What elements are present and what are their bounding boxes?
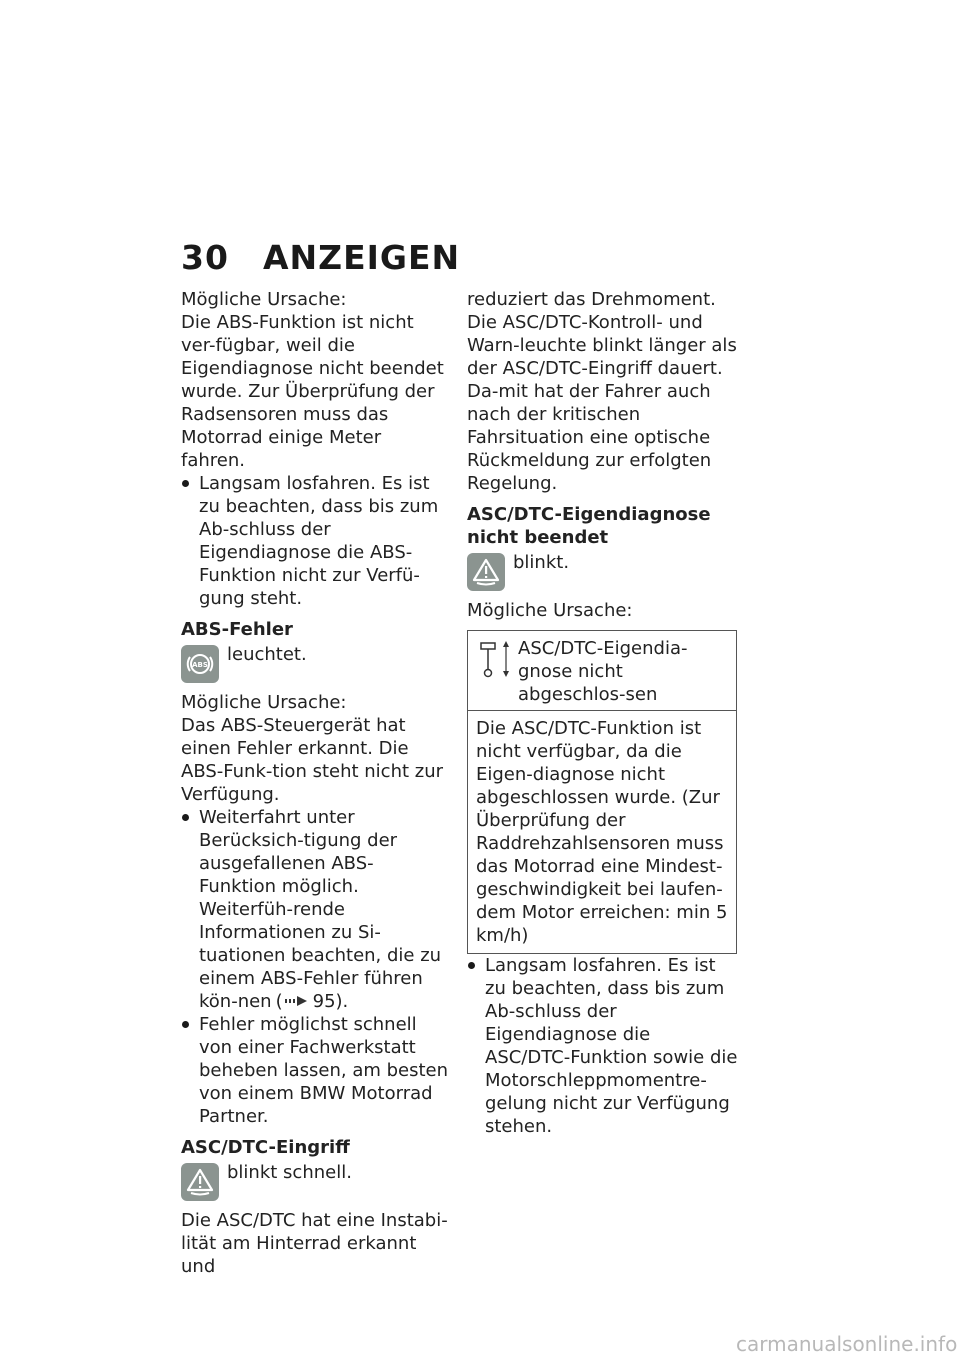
diag-status-text: blinkt. bbox=[513, 552, 570, 573]
bullet-icon bbox=[182, 480, 189, 487]
info-box bbox=[467, 630, 737, 954]
right-column bbox=[467, 288, 739, 1138]
page-reference-icon: ( bbox=[276, 990, 309, 1013]
bullet-icon bbox=[182, 814, 189, 821]
page-number: 30 bbox=[181, 238, 229, 277]
cause-text: Das ABS-Steuergerät hat einen Fehler erkannt. Die ABS-Funk-tion steht nicht zur Verfügung. bbox=[181, 715, 444, 805]
abs-icon-label: ABS bbox=[192, 661, 208, 669]
page-header bbox=[181, 238, 460, 277]
asc-warning-icon bbox=[181, 1163, 219, 1201]
asc-status-text: blinkt schnell. bbox=[227, 1162, 352, 1183]
list-item: Langsam losfahren. Es ist zu beachten, dass bis zum Ab-schluss der Eigendiagnose die ASC/DTC-Funktion sowie die Motorschleppmomentre-gelung nicht zur Verfügung stehen. bbox=[467, 954, 739, 1138]
list-item: Langsam losfahren. Es ist zu beachten, dass bis zum Ab-schluss der Eigendiagnose die ABS-Funktion nicht zur Verfü-gung steht. bbox=[181, 472, 449, 610]
cause-text: Die ABS-Funktion ist nicht ver-fügbar, weil die Eigendiagnose nicht beendet wurde. Zur Überprüfung der Radsensoren muss das Motorrad einige Meter fahren. bbox=[181, 312, 444, 471]
diag-warning-row bbox=[467, 551, 739, 599]
measurement-tool-icon bbox=[478, 639, 514, 679]
bullet-icon bbox=[468, 962, 475, 969]
abs-warning-icon bbox=[181, 645, 219, 683]
page-reference: 95). bbox=[312, 991, 349, 1012]
abs-status-text: leuchtet. bbox=[227, 644, 307, 665]
list-item: Fehler möglichst schnell von einer Fachwerkstatt beheben lassen, am besten von einem BMW Motorrad Partner. bbox=[181, 1013, 449, 1128]
cause-label: Mögliche Ursache: bbox=[467, 600, 633, 621]
bullet-list bbox=[467, 954, 739, 1138]
asc-warning-icon bbox=[467, 553, 505, 591]
info-box-heading: ASC/DTC-Eigendia-gnose nicht abgeschlos-sen bbox=[518, 638, 688, 705]
bullet-icon bbox=[182, 1021, 189, 1028]
asc-description: Die ASC/DTC hat eine Instabi-lität am Hinterrad erkannt und bbox=[181, 1210, 448, 1277]
info-box-body: Die ASC/DTC-Funktion ist nicht verfügbar, da die Eigen-diagnose nicht abgeschlossen wurde. (Zur Überprüfung der Raddrehzahlsensoren muss das Motorrad eine Mindest-geschwindigkeit bei laufen-dem Motor erreichen: min 5 km/h) bbox=[476, 718, 728, 946]
abs-warning-row bbox=[181, 643, 449, 691]
page-title: ANZEIGEN bbox=[263, 238, 461, 277]
section-title-abs-error: ABS-Fehler bbox=[181, 619, 293, 640]
info-box-header bbox=[468, 631, 736, 711]
cause-label: Mögliche Ursache: bbox=[181, 289, 347, 310]
watermark: carmanualsonline.info bbox=[736, 1332, 958, 1356]
bullet-list bbox=[181, 472, 449, 610]
left-column bbox=[181, 288, 449, 1278]
asc-description-continued: reduziert das Drehmoment. Die ASC/DTC-Kontroll- und Warn-leuchte blinkt länger als der ASC/DTC-Eingriff dauert. Da-mit hat der Fahrer auch nach der kritischen Fahrsituation eine optische Rückmeldung zur erfolgten Regelung. bbox=[467, 289, 737, 494]
asc-warning-row bbox=[181, 1161, 449, 1209]
cause-label: Mögliche Ursache: bbox=[181, 692, 347, 713]
section-title-asc-self-diagnosis: ASC/DTC-Eigendiagnose nicht beendet bbox=[467, 504, 711, 548]
list-item: Weiterfahrt unter Berücksich-tigung der ausgefallenen ABS-Funktion möglich. Weiterfüh-rende Informationen zu Si-tuationen beachten, die zu einem ABS-Fehler führen kön-nen ( 95). bbox=[181, 806, 449, 1013]
section-title-asc-intervention: ASC/DTC-Eingriff bbox=[181, 1137, 350, 1158]
bullet-list bbox=[181, 806, 449, 1128]
